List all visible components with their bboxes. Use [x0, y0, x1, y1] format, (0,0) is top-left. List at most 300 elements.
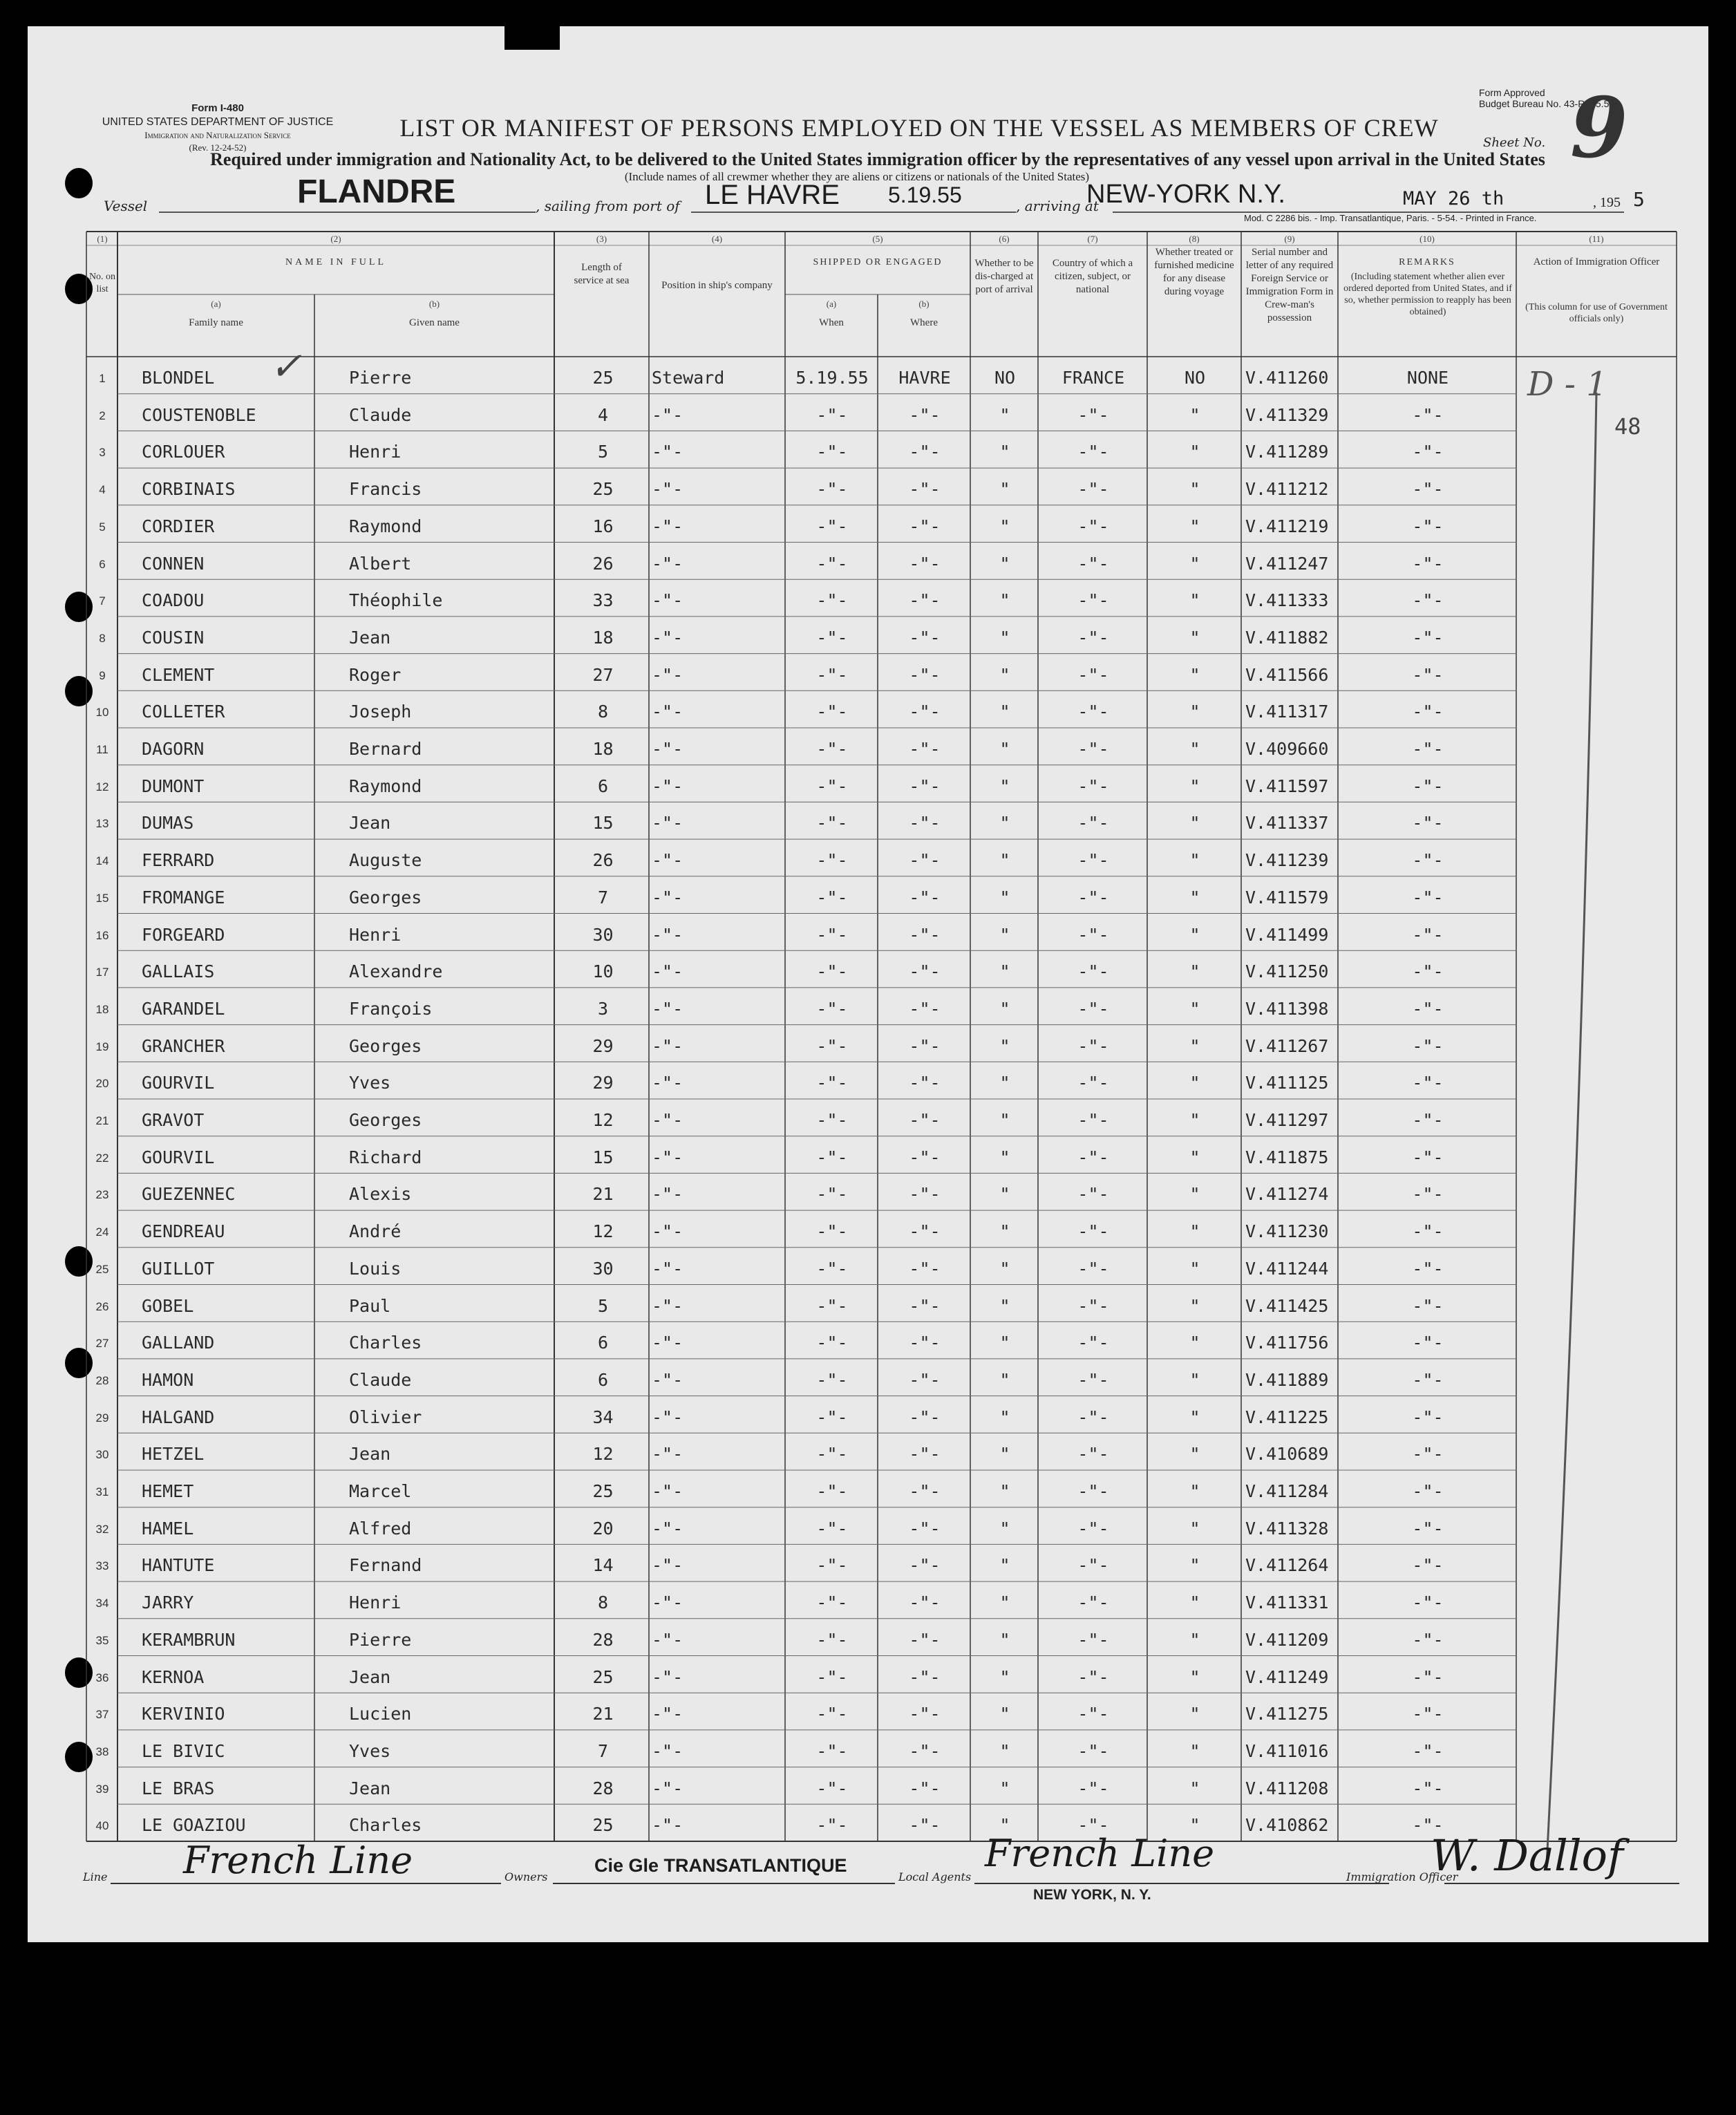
- col11-number: (11): [1589, 234, 1604, 244]
- cell-given: Claude: [349, 404, 412, 425]
- cell-position: -"-: [652, 1073, 683, 1093]
- cell-family: FERRARD: [142, 850, 215, 871]
- cell-when: -"-: [816, 553, 848, 574]
- cell-service: 6: [597, 1369, 609, 1390]
- cell-when: -"-: [816, 1629, 848, 1650]
- year-written: 5: [1633, 188, 1645, 211]
- cell-serial: V.411264: [1245, 1555, 1329, 1576]
- cell-country: -"-: [1077, 590, 1109, 611]
- cell-remarks: -"-: [1412, 1704, 1444, 1724]
- cell-serial: V.411499: [1245, 924, 1329, 945]
- row-number: 21: [95, 1114, 109, 1127]
- cell-given: Raymond: [349, 776, 422, 796]
- cell-remarks: -"-: [1412, 404, 1444, 425]
- cell-position: -"-: [652, 1740, 683, 1761]
- cell-discharged: ": [999, 1407, 1010, 1427]
- cell-treated: ": [1189, 998, 1200, 1019]
- cell-serial: V.411579: [1245, 887, 1329, 908]
- cell-given: Olivier: [349, 1407, 422, 1427]
- cell-family: GUEZENNEC: [142, 1184, 236, 1205]
- cell-position: -"-: [652, 1147, 683, 1167]
- cell-remarks: -"-: [1412, 1740, 1444, 1761]
- cell-where: -"-: [909, 1110, 941, 1130]
- cell-where: -"-: [909, 1035, 941, 1056]
- cell-discharged: ": [999, 1258, 1010, 1279]
- cell-given: Albert: [349, 553, 412, 574]
- cell-discharged: ": [999, 1666, 1010, 1687]
- cell-country: -"-: [1077, 702, 1109, 722]
- cell-family: GUILLOT: [142, 1258, 215, 1279]
- cell-treated: NO: [1184, 368, 1206, 388]
- cell-treated: ": [1189, 1369, 1200, 1390]
- cell-where: -"-: [909, 590, 941, 611]
- manifest-title: LIST OR MANIFEST OF PERSONS EMPLOYED ON THE VESSEL AS MEMBERS OF CREW: [399, 114, 1439, 142]
- row-number: 12: [95, 780, 109, 793]
- cell-when: -"-: [816, 1110, 848, 1130]
- cell-country: -"-: [1077, 1704, 1109, 1724]
- col-header-no-on-list: No. on list: [88, 272, 116, 294]
- cell-serial: V.411337: [1245, 813, 1329, 834]
- cell-service: 21: [592, 1704, 614, 1724]
- cell-treated: ": [1189, 813, 1200, 834]
- cell-position: -"-: [652, 1333, 683, 1353]
- row-number: 33: [95, 1559, 109, 1573]
- cell-treated: ": [1189, 590, 1200, 611]
- cell-discharged: ": [999, 1629, 1010, 1650]
- cell-treated: ": [1189, 1407, 1200, 1427]
- cell-serial: V.411250: [1245, 961, 1329, 982]
- cell-given: Jean: [349, 1778, 391, 1798]
- cell-where: -"-: [909, 1444, 941, 1465]
- cell-service: 25: [592, 1481, 614, 1501]
- year-printed: , 195: [1593, 195, 1621, 210]
- cell-discharged: ": [999, 1184, 1010, 1205]
- cell-remarks: -"-: [1412, 1444, 1444, 1465]
- col-header-position: Position in ship's company: [661, 280, 773, 291]
- cell-remarks: -"-: [1412, 516, 1444, 536]
- cell-family: GALLAND: [142, 1333, 215, 1353]
- cell-given: Claude: [349, 1369, 412, 1390]
- department: UNITED STATES DEPARTMENT OF JUSTICE: [102, 116, 334, 128]
- cell-service: 34: [592, 1407, 614, 1427]
- row-number: 4: [99, 483, 106, 497]
- col-header-shipped-or-engaged: SHIPPED OR ENGAGED: [813, 257, 943, 267]
- cell-given: Jean: [349, 1444, 391, 1465]
- cell-given: Charles: [349, 1815, 422, 1836]
- cell-country: -"-: [1077, 887, 1109, 908]
- cell-when: -"-: [816, 404, 848, 425]
- row-number: 10: [95, 706, 109, 720]
- col10-number: (10): [1419, 234, 1435, 244]
- cell-service: 25: [592, 1666, 614, 1687]
- cell-country: -"-: [1077, 961, 1109, 982]
- cell-remarks: -"-: [1412, 1258, 1444, 1279]
- cell-when: -"-: [816, 887, 848, 908]
- cell-family: HETZEL: [142, 1444, 205, 1465]
- sheet-number: 9: [1570, 79, 1628, 177]
- cell-where: -"-: [909, 1815, 941, 1836]
- cell-discharged: ": [999, 404, 1010, 425]
- cell-position: -"-: [652, 1518, 683, 1539]
- cell-where: -"-: [909, 961, 941, 982]
- cell-country: -"-: [1077, 1666, 1109, 1687]
- col-header-remarks-note: (Including statement whether alien ever ordered deported from United States, and if so, whether permission to reapply has been obtained): [1343, 272, 1512, 317]
- col5-number: (5): [872, 234, 883, 244]
- row-number: 14: [95, 854, 109, 868]
- cell-serial: V.411249: [1245, 1666, 1329, 1687]
- cell-serial: V.411889: [1245, 1369, 1329, 1390]
- cell-treated: ": [1189, 1629, 1200, 1650]
- cell-treated: ": [1189, 1815, 1200, 1836]
- cell-position: -"-: [652, 1592, 683, 1613]
- cell-service: 15: [592, 1147, 614, 1167]
- cell-where: -"-: [909, 739, 941, 759]
- cell-treated: ": [1189, 1740, 1200, 1761]
- arrival-port: NEW-YORK N.Y.: [1086, 180, 1285, 209]
- cell-position: -"-: [652, 553, 683, 574]
- cell-country: -"-: [1077, 1221, 1109, 1242]
- cell-serial: V.411230: [1245, 1221, 1329, 1242]
- row-number: 5: [99, 520, 106, 534]
- cell-position: -"-: [652, 1184, 683, 1205]
- cell-treated: ": [1189, 1295, 1200, 1316]
- cell-service: 26: [592, 553, 614, 574]
- cell-remarks: -"-: [1412, 442, 1444, 462]
- cell-service: 25: [592, 368, 614, 388]
- cell-service: 18: [592, 739, 614, 759]
- col2a-number: (a): [211, 299, 221, 309]
- cell-where: -"-: [909, 998, 941, 1019]
- cell-country: -"-: [1077, 1407, 1109, 1427]
- cell-country: -"-: [1077, 1184, 1109, 1205]
- cell-given: Richard: [349, 1147, 422, 1167]
- cell-given: Pierre: [349, 368, 412, 388]
- cell-serial: V.411212: [1245, 479, 1329, 500]
- cell-when: -"-: [816, 1073, 848, 1093]
- cell-serial: V.411219: [1245, 516, 1329, 536]
- row-number: 27: [95, 1337, 109, 1351]
- cell-remarks: -"-: [1412, 1481, 1444, 1501]
- cell-given: Jean: [349, 627, 391, 648]
- cell-treated: ": [1189, 1555, 1200, 1576]
- cell-remarks: -"-: [1412, 1035, 1444, 1056]
- cell-discharged: ": [999, 627, 1010, 648]
- cell-family: GRANCHER: [142, 1035, 225, 1056]
- cell-remarks: -"-: [1412, 1221, 1444, 1242]
- owners-label: Owners: [504, 1870, 548, 1883]
- cell-position: -"-: [652, 776, 683, 796]
- cell-service: 6: [597, 776, 609, 796]
- cell-family: FORGEARD: [142, 924, 225, 945]
- cell-given: Roger: [349, 664, 402, 685]
- row-number: 22: [95, 1151, 109, 1165]
- cell-when: -"-: [816, 1555, 848, 1576]
- cell-family: HAMEL: [142, 1518, 194, 1539]
- cell-family: GALLAIS: [142, 961, 215, 982]
- cell-serial: V.411297: [1245, 1110, 1329, 1130]
- cell-family: BLONDEL: [142, 368, 215, 388]
- cell-position: -"-: [652, 1481, 683, 1501]
- col9-number: (9): [1284, 234, 1295, 244]
- cell-treated: ": [1189, 1258, 1200, 1279]
- cell-service: 20: [592, 1518, 614, 1539]
- cell-family: DUMAS: [142, 813, 194, 834]
- cell-position: -"-: [652, 442, 683, 462]
- cell-remarks: -"-: [1412, 776, 1444, 796]
- cell-when: -"-: [816, 1258, 848, 1279]
- cell-treated: ": [1189, 924, 1200, 945]
- printer-note: Mod. C 2286 bis. - Imp. Transatlantique, Paris. - 5-54. - Printed in France.: [1244, 213, 1537, 223]
- cell-where: -"-: [909, 479, 941, 500]
- cell-country: -"-: [1077, 1778, 1109, 1798]
- cell-remarks: -"-: [1412, 813, 1444, 834]
- cell-given: Marcel: [349, 1481, 412, 1501]
- immigration-officer-label: Immigration Officer: [1346, 1870, 1458, 1883]
- cell-service: 28: [592, 1629, 614, 1650]
- cell-treated: ": [1189, 961, 1200, 982]
- cell-where: -"-: [909, 1778, 941, 1798]
- cell-service: 25: [592, 479, 614, 500]
- cell-when: -"-: [816, 590, 848, 611]
- cell-remarks: -"-: [1412, 887, 1444, 908]
- cell-where: -"-: [909, 813, 941, 834]
- cell-family: KERAMBRUN: [142, 1629, 236, 1650]
- cell-where: -"-: [909, 1369, 941, 1390]
- cell-treated: ": [1189, 1778, 1200, 1798]
- line-value: French Line: [183, 1839, 413, 1882]
- cell-position: -"-: [652, 516, 683, 536]
- cell-position: -"-: [652, 1221, 683, 1242]
- cell-discharged: ": [999, 1369, 1010, 1390]
- cell-service: 33: [592, 590, 614, 611]
- cell-treated: ": [1189, 702, 1200, 722]
- cell-position: -"-: [652, 702, 683, 722]
- row-number: 39: [95, 1782, 109, 1796]
- cell-when: -"-: [816, 1778, 848, 1798]
- cell-remarks: -"-: [1412, 1518, 1444, 1539]
- cell-position: -"-: [652, 1629, 683, 1650]
- cell-treated: ": [1189, 1073, 1200, 1093]
- cell-where: -"-: [909, 1295, 941, 1316]
- cell-remarks: -"-: [1412, 1778, 1444, 1798]
- cell-discharged: ": [999, 442, 1010, 462]
- cell-given: Yves: [349, 1073, 391, 1093]
- cell-service: 30: [592, 924, 614, 945]
- cell-discharged: ": [999, 739, 1010, 759]
- cell-country: -"-: [1077, 1629, 1109, 1650]
- cell-remarks: -"-: [1412, 1110, 1444, 1130]
- cell-position: -"-: [652, 1407, 683, 1427]
- row-number: 40: [95, 1819, 109, 1833]
- cell-remarks: -"-: [1412, 1407, 1444, 1427]
- cell-service: 21: [592, 1184, 614, 1205]
- cell-family: GOURVIL: [142, 1147, 215, 1167]
- cell-discharged: ": [999, 1110, 1010, 1130]
- cell-position: -"-: [652, 1258, 683, 1279]
- cell-country: -"-: [1077, 442, 1109, 462]
- cell-country: -"-: [1077, 776, 1109, 796]
- cell-when: 5.19.55: [795, 368, 869, 388]
- row-number: 3: [99, 446, 106, 460]
- cell-given: Pierre: [349, 1629, 412, 1650]
- cell-family: COLLETER: [142, 702, 225, 722]
- cell-family: LE GOAZIOU: [142, 1815, 246, 1836]
- local-agents-city: NEW YORK, N. Y.: [1033, 1887, 1151, 1903]
- cell-position: -"-: [652, 739, 683, 759]
- cell-service: 7: [597, 1740, 609, 1761]
- check-mark: ✓: [270, 344, 302, 389]
- cell-discharged: ": [999, 1815, 1010, 1836]
- cell-treated: ": [1189, 553, 1200, 574]
- cell-where: -"-: [909, 924, 941, 945]
- cell-given: Georges: [349, 887, 422, 908]
- cell-discharged: ": [999, 516, 1010, 536]
- budget-bureau: Budget Bureau No. 43-R065.5: [1479, 98, 1610, 109]
- cell-service: 8: [597, 1592, 609, 1613]
- cell-when: -"-: [816, 1444, 848, 1465]
- cell-given: Henri: [349, 924, 402, 945]
- cell-remarks: NONE: [1406, 368, 1449, 388]
- cell-position: -"-: [652, 627, 683, 648]
- cell-discharged: ": [999, 1444, 1010, 1465]
- cell-treated: ": [1189, 1035, 1200, 1056]
- cell-remarks: -"-: [1412, 850, 1444, 871]
- cell-position: -"-: [652, 813, 683, 834]
- cell-service: 15: [592, 813, 614, 834]
- cell-country: -"-: [1077, 516, 1109, 536]
- cell-family: HANTUTE: [142, 1555, 215, 1576]
- cell-when: -"-: [816, 1518, 848, 1539]
- cell-serial: V.410689: [1245, 1444, 1329, 1465]
- row-number: 20: [95, 1077, 109, 1091]
- row-number: 18: [95, 1002, 109, 1016]
- cell-when: -"-: [816, 664, 848, 685]
- row-number: 8: [99, 631, 106, 645]
- cell-family: HAMON: [142, 1369, 194, 1390]
- vessel-label: Vessel: [104, 198, 148, 214]
- cell-discharged: ": [999, 1518, 1010, 1539]
- cell-position: Steward: [652, 368, 725, 388]
- revision: (Rev. 12-24-52): [189, 142, 247, 153]
- cell-when: -"-: [816, 479, 848, 500]
- officer-pencil-line: [1507, 386, 1624, 1879]
- row-number: 29: [95, 1411, 109, 1425]
- cell-service: 12: [592, 1110, 614, 1130]
- cell-position: -"-: [652, 1666, 683, 1687]
- row-number: 23: [95, 1188, 109, 1202]
- cell-serial: V.411275: [1245, 1704, 1329, 1724]
- cell-given: Paul: [349, 1295, 391, 1316]
- cell-discharged: ": [999, 1481, 1010, 1501]
- cell-discharged: ": [999, 1333, 1010, 1353]
- cell-remarks: -"-: [1412, 479, 1444, 500]
- cell-given: Lucien: [349, 1704, 412, 1724]
- cell-service: 26: [592, 850, 614, 871]
- cell-when: -"-: [816, 627, 848, 648]
- cell-given: André: [349, 1221, 402, 1242]
- cell-position: -"-: [652, 1815, 683, 1836]
- cell-family: HALGAND: [142, 1407, 215, 1427]
- col-header-immigration-action: Action of Immigration Officer: [1533, 256, 1660, 267]
- col-header-given-name: Given name: [409, 317, 460, 328]
- officer-notation: D - 1: [1527, 365, 1607, 404]
- cell-serial: V.411597: [1245, 776, 1329, 796]
- row-number: 35: [95, 1633, 109, 1647]
- cell-remarks: -"-: [1412, 1592, 1444, 1613]
- cell-country: -"-: [1077, 1518, 1109, 1539]
- cell-country: -"-: [1077, 1295, 1109, 1316]
- col1-number: (1): [97, 234, 108, 244]
- cell-where: -"-: [909, 627, 941, 648]
- cell-when: -"-: [816, 924, 848, 945]
- col8-number: (8): [1189, 234, 1200, 244]
- cell-when: -"-: [816, 442, 848, 462]
- cell-treated: ": [1189, 664, 1200, 685]
- crew-count-note: 48: [1614, 413, 1641, 440]
- cell-where: -"-: [909, 1481, 941, 1501]
- cell-where: -"-: [909, 1555, 941, 1576]
- cell-service: 25: [592, 1815, 614, 1836]
- form-number: Form I-480: [191, 102, 244, 114]
- cell-serial: V.411317: [1245, 702, 1329, 722]
- cell-family: COUSIN: [142, 627, 205, 648]
- col6-number: (6): [999, 234, 1010, 244]
- cell-where: -"-: [909, 1184, 941, 1205]
- include-note: (Include names of all crewmer whether they are aliens or citizens or nationals of the United States): [624, 170, 1090, 183]
- cell-given: Alfred: [349, 1518, 412, 1539]
- cell-family: GRAVOT: [142, 1110, 205, 1130]
- cell-remarks: -"-: [1412, 590, 1444, 611]
- cell-where: -"-: [909, 1333, 941, 1353]
- cell-service: 7: [597, 887, 609, 908]
- cell-family: COADOU: [142, 590, 205, 611]
- cell-serial: V.411331: [1245, 1592, 1329, 1613]
- cell-when: -"-: [816, 1184, 848, 1205]
- cell-discharged: ": [999, 1295, 1010, 1316]
- sailing-date: 5.19.55: [888, 182, 962, 207]
- cell-remarks: -"-: [1412, 924, 1444, 945]
- cell-where: -"-: [909, 1629, 941, 1650]
- cell-family: DUMONT: [142, 776, 205, 796]
- cell-family: LE BRAS: [142, 1778, 215, 1798]
- cell-when: -"-: [816, 998, 848, 1019]
- cell-family: LE BIVIC: [142, 1740, 225, 1761]
- row-number: 9: [99, 668, 106, 682]
- cell-treated: ": [1189, 1666, 1200, 1687]
- cell-serial: V.411333: [1245, 590, 1329, 611]
- row-number: 13: [95, 817, 109, 831]
- cell-where: -"-: [909, 1147, 941, 1167]
- cell-when: -"-: [816, 1592, 848, 1613]
- cell-service: 3: [597, 998, 609, 1019]
- col-header-discharged: Whether to be dis-charged at port of arrival: [974, 258, 1034, 295]
- cell-given: Francis: [349, 479, 422, 500]
- cell-when: -"-: [816, 1704, 848, 1724]
- cell-remarks: -"-: [1412, 961, 1444, 982]
- row-number: 15: [95, 891, 109, 905]
- cell-given: Auguste: [349, 850, 422, 871]
- cell-position: -"-: [652, 1778, 683, 1798]
- cell-treated: ": [1189, 739, 1200, 759]
- cell-discharged: ": [999, 664, 1010, 685]
- cell-country: -"-: [1077, 924, 1109, 945]
- cell-discharged: ": [999, 1555, 1010, 1576]
- row-number: 32: [95, 1522, 109, 1536]
- cell-where: -"-: [909, 1740, 941, 1761]
- cell-discharged: ": [999, 1778, 1010, 1798]
- cell-treated: ": [1189, 627, 1200, 648]
- cell-country: -"-: [1077, 998, 1109, 1019]
